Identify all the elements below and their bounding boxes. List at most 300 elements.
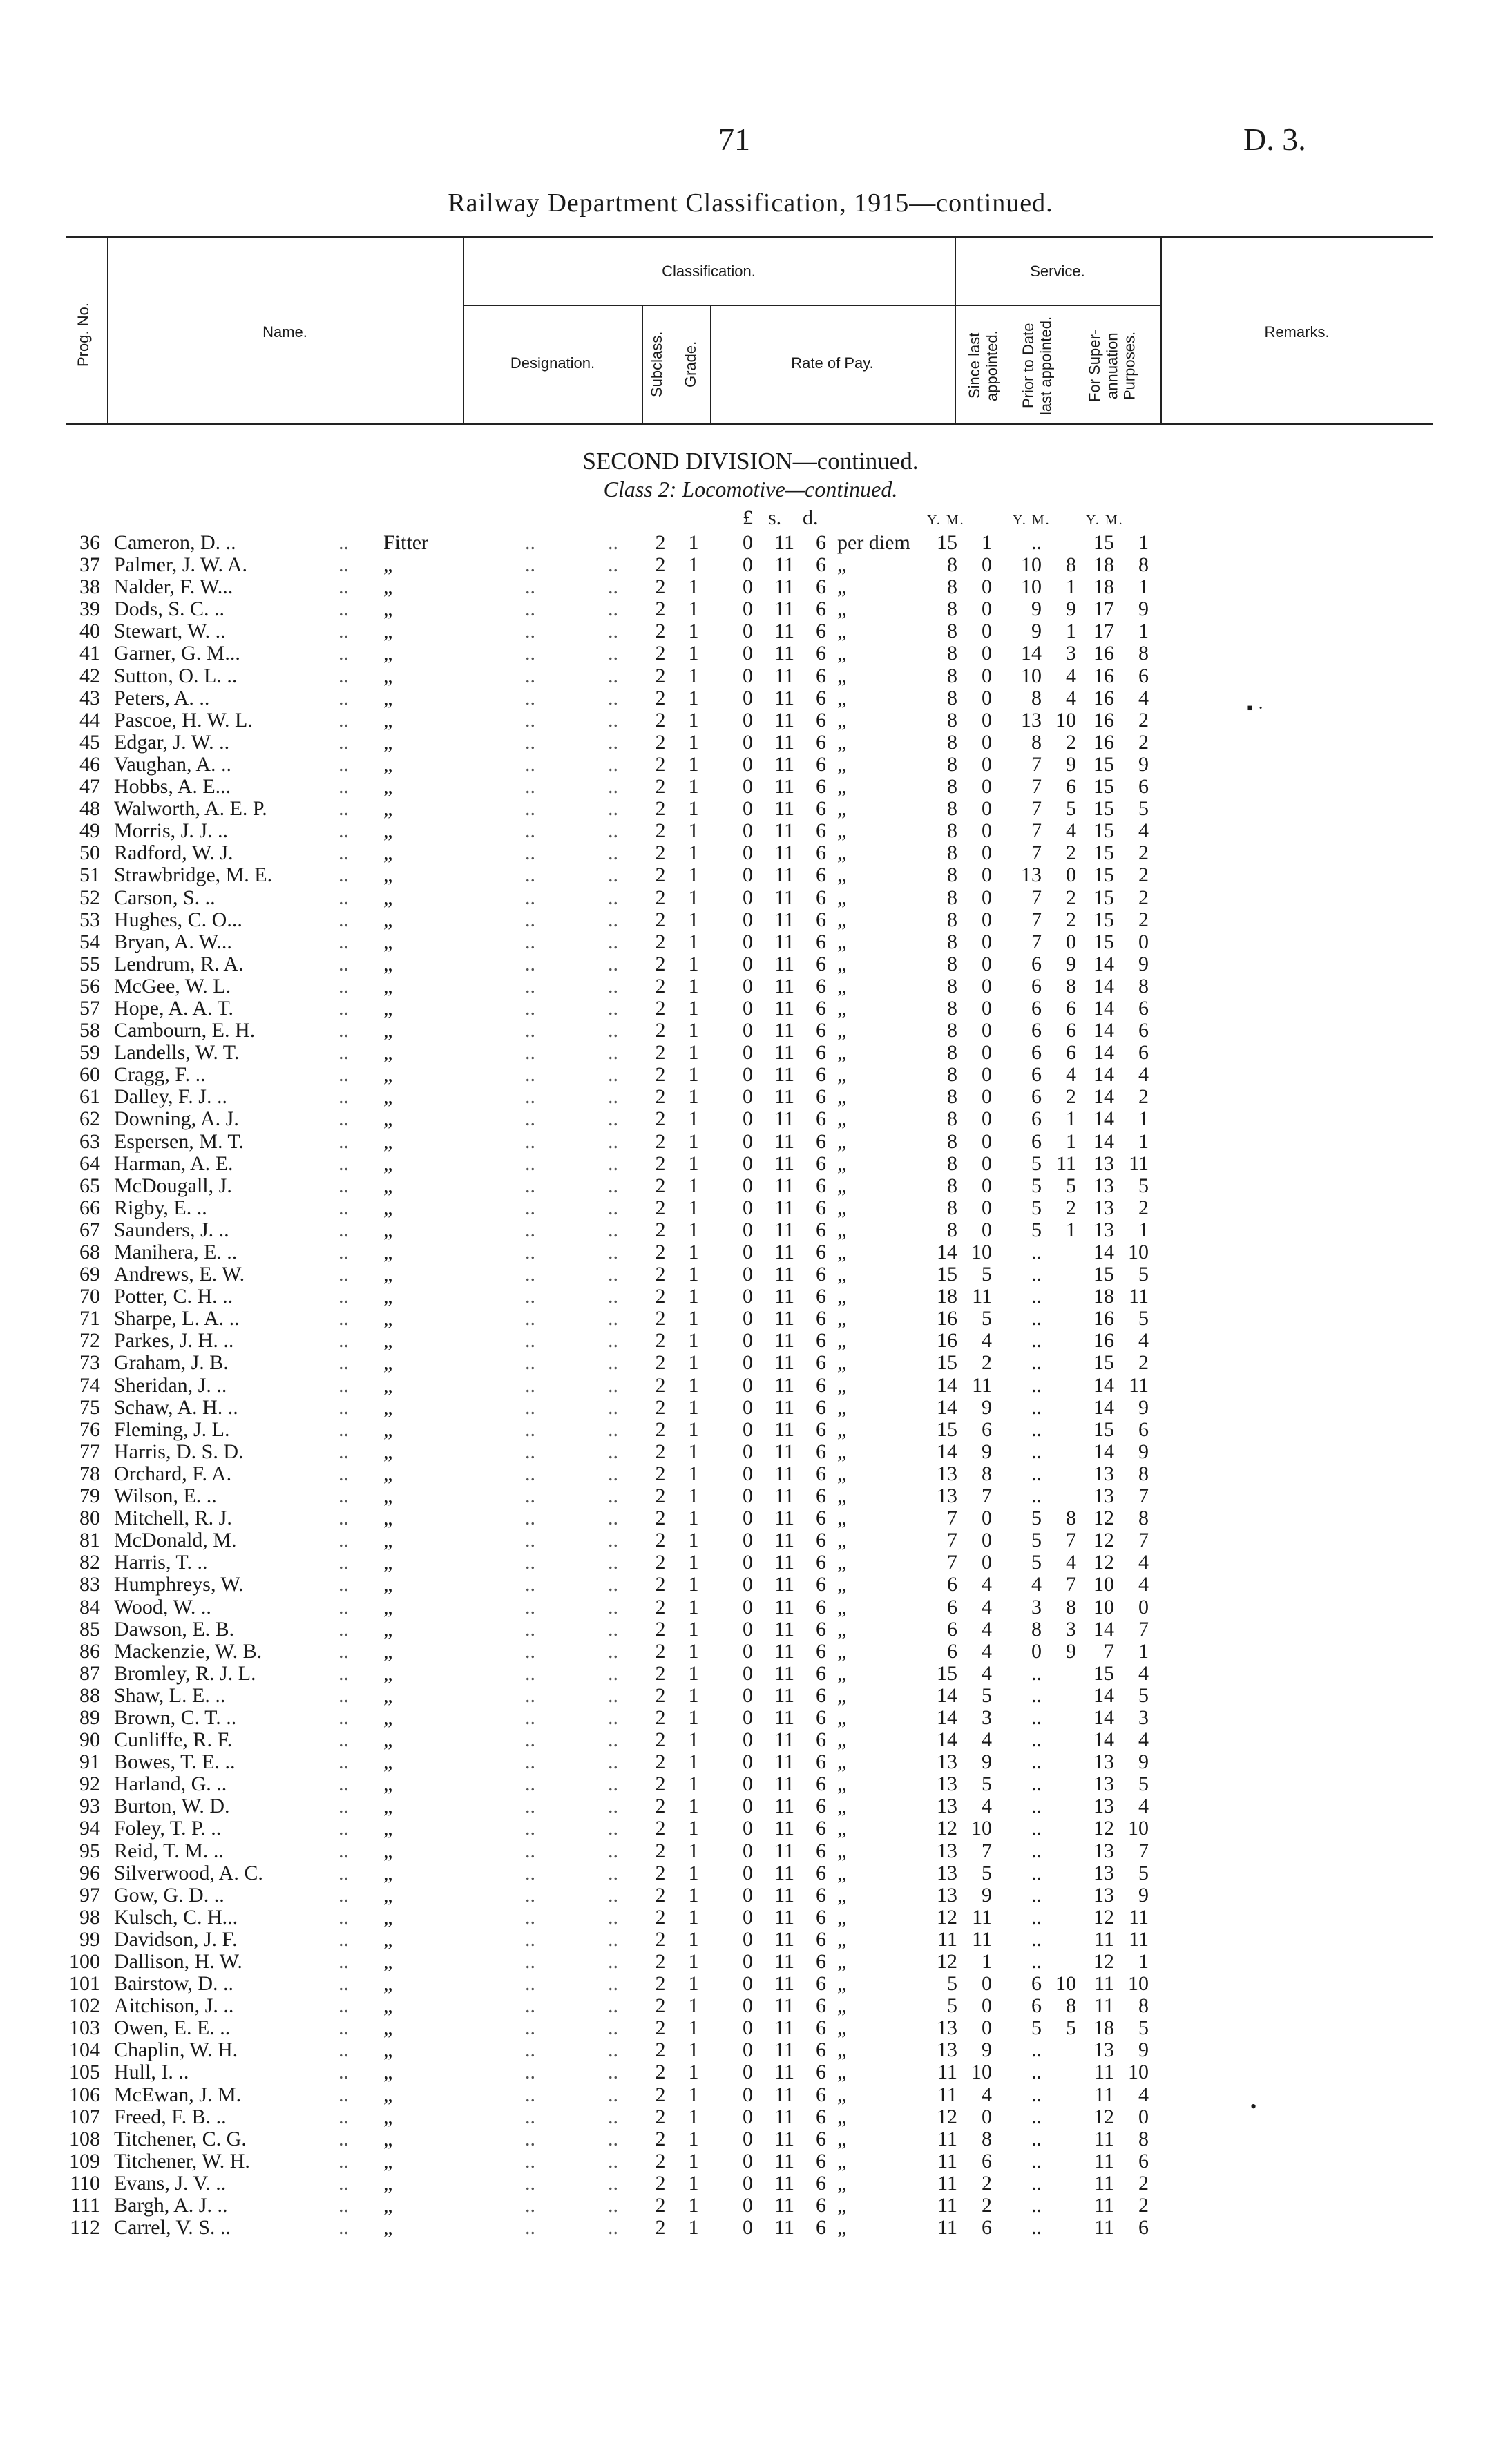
pay-period: „ [837, 1241, 847, 1263]
subclass: 2 [655, 1683, 666, 1707]
employee-name: Bryan, A. W... [114, 930, 232, 953]
since-months: 0 [982, 1041, 992, 1064]
super-months: 8 [1138, 642, 1149, 665]
subclass: 2 [655, 1395, 666, 1419]
prior-years: .. [1031, 2194, 1042, 2217]
designation: „ [383, 775, 393, 799]
grade: 1 [688, 1861, 699, 1884]
since-months: 3 [982, 1706, 992, 1729]
prior-years: .. [1031, 1395, 1042, 1419]
subclass: 2 [655, 1019, 666, 1042]
super-years: 10 [1093, 1595, 1114, 1618]
leader-dots: .. [525, 1750, 535, 1774]
since-months: 0 [982, 752, 992, 776]
prior-months: 1 [1066, 1129, 1076, 1153]
since-months: 0 [982, 1107, 992, 1131]
pay-period: „ [837, 686, 847, 709]
leader-dots: .. [608, 1085, 618, 1109]
pay-period: „ [837, 2016, 847, 2040]
pay-period: „ [837, 1196, 847, 1219]
pay-pounds: 0 [743, 752, 753, 776]
leader-dots: .. [338, 1196, 349, 1219]
pay-pence: 6 [816, 1706, 826, 1729]
super-months: 1 [1138, 1950, 1149, 1973]
leader-dots: .. [608, 575, 618, 599]
pay-pence: 6 [816, 1573, 826, 1596]
leader-dots: .. [525, 1972, 535, 1996]
employee-name: Palmer, J. W. A. [114, 553, 247, 577]
super-years: 15 [1093, 1351, 1114, 1375]
super-months: 11 [1129, 1927, 1149, 1951]
leader-dots: .. [525, 1063, 535, 1087]
grade: 1 [688, 1484, 699, 1508]
since-months: 0 [982, 1174, 992, 1197]
pay-pounds: 0 [743, 2016, 753, 2040]
prior-months: 5 [1066, 797, 1076, 821]
pay-pence: 6 [816, 974, 826, 997]
since-months: 0 [982, 930, 992, 953]
prior-years: .. [1031, 531, 1042, 554]
table-row [0, 1241, 1501, 1263]
table-row [0, 1419, 1501, 1441]
pay-pounds: 0 [743, 1706, 753, 1729]
leader-dots: .. [338, 819, 349, 843]
leader-dots: .. [525, 1152, 535, 1175]
pay-period: „ [837, 797, 847, 821]
pay-shillings: 11 [774, 797, 794, 821]
leader-dots: .. [525, 1661, 535, 1685]
pay-pounds: 0 [743, 775, 753, 799]
leader-dots: .. [525, 1817, 535, 1840]
since-years: 8 [947, 553, 957, 577]
super-years: 15 [1093, 908, 1114, 931]
subclass: 2 [655, 598, 666, 621]
pay-pence: 6 [816, 1241, 826, 1263]
leader-dots: .. [338, 1129, 349, 1153]
grade: 1 [688, 1107, 699, 1131]
prog-no: 53 [79, 908, 100, 931]
employee-name: Rigby, E. .. [114, 1196, 207, 1219]
pay-period: „ [837, 1129, 847, 1153]
leader-dots: .. [608, 1241, 618, 1263]
pay-pounds: 0 [743, 841, 753, 865]
super-months: 10 [1128, 1817, 1149, 1840]
pay-period: „ [837, 996, 847, 1020]
designation: „ [383, 752, 393, 776]
prior-years: .. [1031, 2038, 1042, 2062]
grade: 1 [688, 1595, 699, 1618]
super-months: 9 [1138, 752, 1149, 776]
since-months: 0 [982, 598, 992, 621]
prior-months: 5 [1066, 1174, 1076, 1197]
prog-no: 66 [79, 1196, 100, 1219]
leader-dots: .. [608, 1595, 618, 1618]
pay-period: „ [837, 974, 847, 997]
employee-name: Bowes, T. E. .. [114, 1750, 236, 1774]
leader-dots: .. [608, 952, 618, 975]
leader-dots: .. [608, 1395, 618, 1419]
super-months: 8 [1138, 974, 1149, 997]
super-months: 1 [1138, 620, 1149, 643]
employee-name: Cunliffe, R. F. [114, 1728, 233, 1752]
super-years: 17 [1093, 620, 1114, 643]
since-years: 18 [937, 1285, 957, 1308]
leader-dots: .. [525, 2171, 535, 2195]
prior-months: 1 [1066, 620, 1076, 643]
subclass: 2 [655, 1573, 666, 1596]
subclass: 2 [655, 2038, 666, 2062]
designation: „ [383, 1706, 393, 1729]
super-months: 3 [1138, 1706, 1149, 1729]
leader-dots: .. [338, 1972, 349, 1996]
prog-no: 56 [79, 974, 100, 997]
subclass: 2 [655, 775, 666, 799]
grade: 1 [688, 730, 699, 754]
super-months: 6 [1138, 775, 1149, 799]
designation: „ [383, 1085, 393, 1109]
designation: „ [383, 1019, 393, 1042]
leader-dots: .. [338, 1107, 349, 1131]
leader-dots: .. [608, 996, 618, 1020]
grade: 1 [688, 1417, 699, 1441]
leader-dots: .. [608, 1773, 618, 1796]
leader-dots: .. [525, 620, 535, 643]
pay-pence: 6 [816, 1373, 826, 1397]
pay-pounds: 0 [743, 863, 753, 887]
pay-pence: 6 [816, 1107, 826, 1131]
prior-months: 4 [1066, 664, 1076, 687]
pay-pounds: 0 [743, 1085, 753, 1109]
prior-years: .. [1031, 1706, 1042, 1729]
pay-pence: 6 [816, 1351, 826, 1375]
since-years: 5 [947, 1994, 957, 2018]
subclass: 2 [655, 2127, 666, 2150]
since-months: 0 [982, 686, 992, 709]
designation: „ [383, 1773, 393, 1796]
pay-shillings: 11 [774, 1950, 794, 1973]
leader-dots: .. [608, 1285, 618, 1308]
table-row [0, 820, 1501, 842]
prior-years: 9 [1031, 598, 1042, 621]
super-years: 15 [1093, 752, 1114, 776]
pay-pence: 6 [816, 620, 826, 643]
table-row [0, 1308, 1501, 1330]
super-years: 16 [1093, 642, 1114, 665]
pay-period: „ [837, 2083, 847, 2106]
prog-no: 102 [69, 1994, 100, 2018]
grade: 1 [688, 664, 699, 687]
leader-dots: .. [608, 1706, 618, 1729]
units-ym-prior: Y. M. [1013, 513, 1051, 528]
designation: „ [383, 797, 393, 821]
subclass: 2 [655, 930, 666, 953]
prior-years: 6 [1031, 1972, 1042, 1996]
prior-years: .. [1031, 1462, 1042, 1485]
leader-dots: .. [608, 620, 618, 643]
leader-dots: .. [525, 1994, 535, 2018]
subclass: 2 [655, 1839, 666, 1862]
super-years: 14 [1093, 1041, 1114, 1064]
table-row [0, 909, 1501, 931]
pay-pounds: 0 [743, 2149, 753, 2172]
table-row [0, 1397, 1501, 1419]
super-years: 13 [1093, 1839, 1114, 1862]
super-years: 16 [1093, 708, 1114, 732]
pay-period: „ [837, 752, 847, 776]
pay-pounds: 0 [743, 2194, 753, 2217]
leader-dots: .. [338, 1861, 349, 1884]
subclass: 2 [655, 620, 666, 643]
employee-name: Fleming, J. L. [114, 1417, 230, 1441]
prog-no: 112 [70, 2216, 100, 2239]
grade: 1 [688, 686, 699, 709]
designation: „ [383, 2194, 393, 2217]
pay-period: „ [837, 908, 847, 931]
since-months: 11 [972, 1373, 992, 1397]
leader-dots: .. [608, 2105, 618, 2128]
table-row [0, 2084, 1501, 2106]
designation: „ [383, 1107, 393, 1131]
table-row [0, 1375, 1501, 1397]
prog-no: 109 [69, 2149, 100, 2172]
table-row [0, 709, 1501, 732]
designation: „ [383, 1063, 393, 1087]
subclass: 2 [655, 1417, 666, 1441]
pay-pence: 6 [816, 2194, 826, 2217]
super-months: 6 [1138, 1019, 1149, 1042]
super-months: 2 [1138, 841, 1149, 865]
super-years: 16 [1093, 1307, 1114, 1330]
pay-pounds: 0 [743, 908, 753, 931]
employee-name: Cragg, F. .. [114, 1063, 206, 1087]
leader-dots: .. [608, 1950, 618, 1973]
since-months: 0 [982, 797, 992, 821]
grade: 1 [688, 1927, 699, 1951]
pay-period: „ [837, 1595, 847, 1618]
grade: 1 [688, 1440, 699, 1463]
leader-dots: .. [338, 1484, 349, 1508]
subclass: 2 [655, 1706, 666, 1729]
employee-name: Hope, A. A. T. [114, 996, 234, 1020]
prog-no: 55 [79, 952, 100, 975]
employee-name: Carrel, V. S. .. [114, 2216, 231, 2239]
since-months: 0 [982, 2016, 992, 2040]
pay-pence: 6 [816, 2016, 826, 2040]
grade: 1 [688, 996, 699, 1020]
designation: „ [383, 908, 393, 931]
super-months: 5 [1138, 1263, 1149, 1286]
since-years: 14 [937, 1440, 957, 1463]
prior-months: 8 [1066, 1994, 1076, 2018]
leader-dots: .. [338, 1417, 349, 1441]
pay-shillings: 11 [774, 1063, 794, 1087]
leader-dots: .. [525, 1507, 535, 1530]
since-months: 4 [982, 1639, 992, 1663]
super-years: 13 [1093, 2038, 1114, 2062]
leader-dots: .. [338, 575, 349, 599]
leader-dots: .. [525, 1373, 535, 1397]
designation: „ [383, 1307, 393, 1330]
prog-no: 70 [79, 1285, 100, 1308]
designation: „ [383, 2127, 393, 2150]
pay-pounds: 0 [743, 1817, 753, 1840]
pay-shillings: 11 [774, 1507, 794, 1530]
pay-period: „ [837, 730, 847, 754]
prior-years: .. [1031, 1373, 1042, 1397]
table-row [0, 1596, 1501, 1618]
leader-dots: .. [338, 1617, 349, 1641]
super-months: 2 [1138, 908, 1149, 931]
pay-shillings: 11 [774, 1883, 794, 1907]
pay-period: „ [837, 2171, 847, 2195]
since-years: 11 [937, 1927, 957, 1951]
pay-pounds: 0 [743, 598, 753, 621]
table-row [0, 1907, 1501, 1929]
table-row [0, 1795, 1501, 1817]
pay-pounds: 0 [743, 553, 753, 577]
subclass: 2 [655, 2149, 666, 2172]
prior-years: 6 [1031, 1129, 1042, 1153]
designation: „ [383, 1373, 393, 1397]
prog-no: 67 [79, 1218, 100, 1241]
leader-dots: .. [608, 775, 618, 799]
leader-dots: .. [608, 730, 618, 754]
leader-dots: .. [525, 1839, 535, 1862]
prior-months: 9 [1066, 598, 1076, 621]
pay-period: „ [837, 1661, 847, 1685]
employee-name: Morris, J. J. .. [114, 819, 229, 843]
prog-no: 42 [79, 664, 100, 687]
leader-dots: .. [338, 1551, 349, 1574]
grade: 1 [688, 1174, 699, 1197]
super-years: 13 [1093, 1218, 1114, 1241]
pay-shillings: 11 [774, 1107, 794, 1131]
since-months: 6 [982, 2149, 992, 2172]
pay-pence: 6 [816, 2038, 826, 2062]
table-row [0, 2195, 1501, 2217]
pay-pence: 6 [816, 1218, 826, 1241]
designation: „ [383, 1795, 393, 1818]
prog-no: 47 [79, 775, 100, 799]
since-years: 8 [947, 1085, 957, 1109]
pay-period: „ [837, 1617, 847, 1641]
pay-pence: 6 [816, 952, 826, 975]
prog-no: 44 [79, 708, 100, 732]
grade: 1 [688, 1196, 699, 1219]
designation: „ [383, 886, 393, 909]
pay-shillings: 11 [774, 1661, 794, 1685]
since-years: 14 [937, 1241, 957, 1263]
employee-name: Radford, W. J. [114, 841, 233, 865]
leader-dots: .. [338, 2216, 349, 2239]
pay-pence: 6 [816, 2216, 826, 2239]
header-rate-of-pay: Rate of Pay. [791, 354, 874, 372]
table-row [0, 1463, 1501, 1485]
leader-dots: .. [338, 642, 349, 665]
super-years: 14 [1093, 974, 1114, 997]
super-months: 1 [1138, 531, 1149, 554]
since-years: 13 [937, 1883, 957, 1907]
since-years: 12 [937, 1905, 957, 1929]
super-years: 11 [1094, 1972, 1114, 1996]
pay-shillings: 11 [774, 2105, 794, 2128]
grade: 1 [688, 1041, 699, 1064]
leader-dots: .. [525, 2149, 535, 2172]
leader-dots: .. [608, 1174, 618, 1197]
super-years: 11 [1094, 1994, 1114, 2018]
pay-period: „ [837, 553, 847, 577]
pay-pounds: 0 [743, 1728, 753, 1752]
pay-pence: 6 [816, 1395, 826, 1419]
employee-name: Stewart, W. .. [114, 620, 226, 643]
pay-pence: 6 [816, 1263, 826, 1286]
leader-dots: .. [525, 1883, 535, 1907]
since-years: 8 [947, 642, 957, 665]
pay-period: „ [837, 1927, 847, 1951]
pay-pence: 6 [816, 819, 826, 843]
pay-period: „ [837, 1462, 847, 1485]
pay-pounds: 0 [743, 1773, 753, 1796]
employee-name: Hobbs, A. E... [114, 775, 231, 799]
super-years: 16 [1093, 1329, 1114, 1353]
since-months: 4 [982, 1329, 992, 1353]
leader-dots: .. [338, 1728, 349, 1752]
prog-no: 91 [79, 1750, 100, 1774]
grade: 1 [688, 1883, 699, 1907]
employee-name: Gow, G. D. .. [114, 1883, 224, 1907]
pay-pounds: 0 [743, 1152, 753, 1175]
leader-dots: .. [338, 1950, 349, 1973]
pay-period: „ [837, 952, 847, 975]
grade: 1 [688, 1706, 699, 1729]
pay-pounds: 0 [743, 1639, 753, 1663]
leader-dots: .. [608, 1129, 618, 1153]
super-months: 4 [1138, 1063, 1149, 1087]
employee-name: Shaw, L. E. .. [114, 1683, 226, 1707]
subclass: 2 [655, 664, 666, 687]
prog-no: 88 [79, 1683, 100, 1707]
pay-pence: 6 [816, 1905, 826, 1929]
since-months: 9 [982, 1750, 992, 1774]
pay-pence: 6 [816, 1507, 826, 1530]
designation: „ [383, 2083, 393, 2106]
subclass: 2 [655, 1817, 666, 1840]
super-months: 10 [1128, 1241, 1149, 1263]
pay-pounds: 0 [743, 575, 753, 599]
pay-pence: 6 [816, 2083, 826, 2106]
pay-pence: 6 [816, 1617, 826, 1641]
pay-pence: 6 [816, 1129, 826, 1153]
table-row [0, 1108, 1501, 1130]
leader-dots: .. [608, 1507, 618, 1530]
prog-no: 104 [69, 2038, 100, 2062]
employee-name: Chaplin, W. H. [114, 2038, 238, 2062]
leader-dots: .. [608, 1994, 618, 2018]
super-months: 4 [1138, 1661, 1149, 1685]
since-months: 11 [972, 1927, 992, 1951]
leader-dots: .. [525, 553, 535, 577]
since-months: 0 [982, 1972, 992, 1996]
since-years: 15 [937, 1351, 957, 1375]
since-months: 4 [982, 1728, 992, 1752]
pay-period: „ [837, 1706, 847, 1729]
employee-name: Strawbridge, M. E. [114, 863, 273, 887]
super-months: 2 [1138, 2171, 1149, 2195]
leader-dots: .. [525, 575, 535, 599]
subclass: 2 [655, 1994, 666, 2018]
prior-months: 7 [1066, 1573, 1076, 1596]
leader-dots: .. [525, 1905, 535, 1929]
